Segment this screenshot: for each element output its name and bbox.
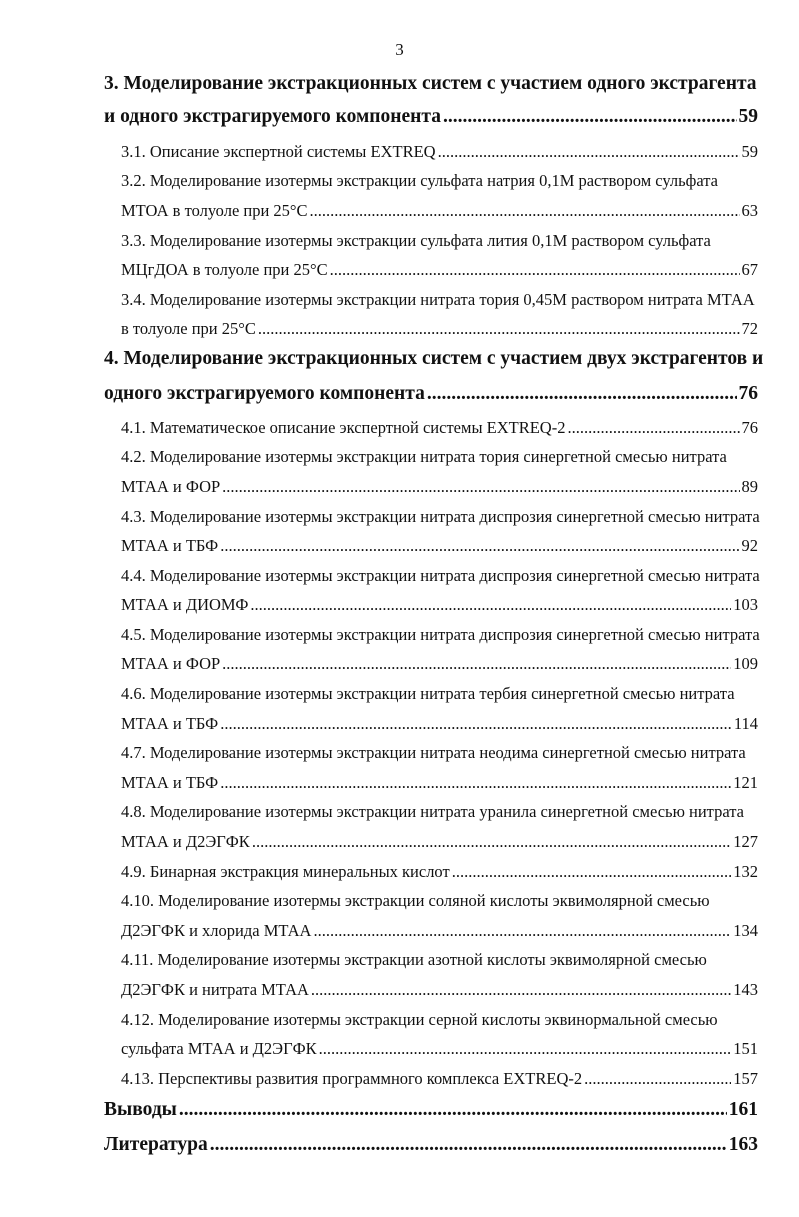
toc-entry-page: 72 <box>741 319 758 338</box>
dot-leader <box>584 1069 731 1089</box>
toc-entry-references[interactable] <box>104 1134 758 1156</box>
toc-entry-4-11-line1: 4.11. Моделирование изотермы экстракции азотной кислоты эквимолярной смесью <box>121 950 707 969</box>
page-number: 3 <box>395 40 404 59</box>
toc-entry-page: 143 <box>733 980 758 999</box>
toc-entry-title: Д2ЭГФК и нитрата МТАА <box>121 980 309 999</box>
dot-leader <box>210 1134 727 1156</box>
toc-conclusions-title: Выводы <box>104 1099 177 1120</box>
toc-entry-4-1[interactable] <box>121 418 758 438</box>
toc-entry-4-5-line1: 4.5. Моделирование изотермы экстракции нитрата диспрозия синергетной смесью нитрата <box>121 625 760 644</box>
dot-leader <box>330 260 740 280</box>
dot-leader <box>258 319 740 339</box>
dot-leader <box>311 980 731 1000</box>
toc-entry-4-12-line1: 4.12. Моделирование изотермы экстракции серной кислоты эквинормальной смесью <box>121 1010 718 1029</box>
dot-leader <box>443 106 737 128</box>
toc-entry-page: 151 <box>733 1039 758 1058</box>
toc-entry-title: сульфата МТАА и Д2ЭГФК <box>121 1039 317 1058</box>
toc-entry-4-10[interactable] <box>121 921 758 941</box>
toc-section-4-page: 76 <box>738 383 758 404</box>
dot-leader <box>220 536 739 556</box>
dot-leader <box>250 595 731 615</box>
toc-entry-4-6-line1: 4.6. Моделирование изотермы экстракции нитрата тербия синергетной смесью нитрата <box>121 684 735 703</box>
toc-entry-page: 109 <box>733 654 758 673</box>
toc-section-3-page: 59 <box>738 106 758 127</box>
dot-leader <box>427 383 737 405</box>
toc-entry-title: МТАА и ФОР <box>121 477 221 496</box>
toc-entry-title: 4.13. Перспективы развития программного комплекса EXTREQ-2 <box>121 1069 583 1088</box>
toc-entry-title: МТАА и ТБФ <box>121 714 219 733</box>
dot-leader <box>567 418 739 438</box>
toc-entry-section-4[interactable] <box>104 383 758 405</box>
toc-entry-title: МЦгДОА в толуоле при 25°С <box>121 260 328 279</box>
toc-section-4-title-line1: 4. Моделирование экстракционных систем с участием двух экстрагентов и <box>104 348 764 369</box>
toc-entry-title: 4.9. Бинарная экстракция минеральных кислот <box>121 862 450 881</box>
toc-entry-page: 121 <box>733 773 758 792</box>
toc-entry-page: 89 <box>741 477 758 496</box>
toc-entry-page: 127 <box>733 832 758 851</box>
toc-entry-3-3[interactable] <box>121 260 758 280</box>
dot-leader <box>452 862 732 882</box>
toc-conclusions-page: 161 <box>728 1099 758 1120</box>
dot-leader <box>438 142 740 162</box>
toc-section-3-title-line1: 3. Моделирование экстракционных систем с участием одного экстрагента <box>104 73 757 94</box>
dot-leader <box>220 714 732 734</box>
toc-entry-conclusions[interactable] <box>104 1099 758 1121</box>
toc-entry-4-5[interactable] <box>121 654 758 674</box>
toc-entry-4-13[interactable] <box>121 1069 758 1089</box>
toc-entry-3-4[interactable] <box>121 319 758 339</box>
toc-entry-4-7[interactable] <box>121 773 758 793</box>
toc-entry-page: 63 <box>741 201 758 220</box>
toc-entry-4-3-line1: 4.3. Моделирование изотермы экстракции нитрата диспрозия синергетной смесью нитрата <box>121 507 760 526</box>
toc-entry-title: МТОА в толуоле при 25°С <box>121 201 308 220</box>
toc-entry-3-2-line1: 3.2. Моделирование изотермы экстракции сульфата натрия 0,1М раствором сульфата <box>121 171 718 190</box>
toc-entry-4-4[interactable] <box>121 595 758 615</box>
toc-entry-page: 67 <box>741 260 758 279</box>
toc-entry-title: МТАА и ТБФ <box>121 536 219 555</box>
toc-entry-title: МТАА и ФОР <box>121 654 221 673</box>
dot-leader <box>319 1039 732 1059</box>
toc-entry-4-12[interactable] <box>121 1039 758 1059</box>
toc-entry-page: 59 <box>741 142 758 161</box>
toc-entry-section-3[interactable] <box>104 106 758 128</box>
toc-entry-4-2[interactable] <box>121 477 758 497</box>
toc-entry-title: 3.1. Описание экспертной системы EXTREQ <box>121 142 436 161</box>
toc-entry-page: 134 <box>733 921 758 940</box>
toc-entry-title: в толуоле при 25°С <box>121 319 256 338</box>
toc-entry-4-4-line1: 4.4. Моделирование изотермы экстракции нитрата диспрозия синергетной смесью нитрата <box>121 566 760 585</box>
toc-entry-4-8[interactable] <box>121 832 758 852</box>
toc-entry-4-3[interactable] <box>121 536 758 556</box>
dot-leader <box>313 921 731 941</box>
toc-entry-4-2-line1: 4.2. Моделирование изотермы экстракции нитрата тория синергетной смесью нитрата <box>121 447 727 466</box>
toc-entry-title: 4.1. Математическое описание экспертной системы EXTREQ-2 <box>121 418 566 437</box>
toc-entry-4-10-line1: 4.10. Моделирование изотермы экстракции соляной кислоты эквимолярной смесью <box>121 891 710 910</box>
toc-entry-4-7-line1: 4.7. Моделирование изотермы экстракции нитрата неодима синергетной смесью нитрата <box>121 743 746 762</box>
toc-entry-title: МТАА и Д2ЭГФК <box>121 832 250 851</box>
toc-entry-page: 157 <box>733 1069 758 1088</box>
toc-entry-page: 114 <box>733 714 758 733</box>
dot-leader <box>179 1099 727 1121</box>
toc-entry-page: 103 <box>733 595 758 614</box>
toc-entry-3-4-line1: 3.4. Моделирование изотермы экстракции нитрата тория 0,45М раствором нитрата МТАА <box>121 290 755 309</box>
toc-entry-page: 76 <box>741 418 758 437</box>
toc-entry-4-6[interactable] <box>121 714 758 734</box>
toc-entry-page: 132 <box>733 862 758 881</box>
dot-leader <box>252 832 731 852</box>
toc-references-page: 163 <box>728 1134 758 1155</box>
toc-entry-title: МТАА и ТБФ <box>121 773 219 792</box>
toc-entry-page: 92 <box>741 536 758 555</box>
dot-leader <box>222 477 739 497</box>
toc-entry-3-2[interactable] <box>121 201 758 221</box>
toc-entry-3-1[interactable] <box>121 142 758 162</box>
toc-entry-title: МТАА и ДИОМФ <box>121 595 249 614</box>
dot-leader <box>222 654 731 674</box>
toc-section-4-title-line2: одного экстрагируемого компонента <box>104 383 425 404</box>
toc-entry-4-8-line1: 4.8. Моделирование изотермы экстракции нитрата уранила синергетной смесью нитрата <box>121 802 744 821</box>
toc-entry-4-9[interactable] <box>121 862 758 882</box>
toc-entry-4-11[interactable] <box>121 980 758 1000</box>
dot-leader <box>220 773 731 793</box>
toc-entry-title: Д2ЭГФК и хлорида МТАА <box>121 921 312 940</box>
toc-entry-3-3-line1: 3.3. Моделирование изотермы экстракции сульфата лития 0,1М раствором сульфата <box>121 231 711 250</box>
toc-references-title: Литература <box>104 1134 208 1155</box>
dot-leader <box>310 201 740 221</box>
toc-section-3-title-line2: и одного экстрагируемого компонента <box>104 106 441 127</box>
